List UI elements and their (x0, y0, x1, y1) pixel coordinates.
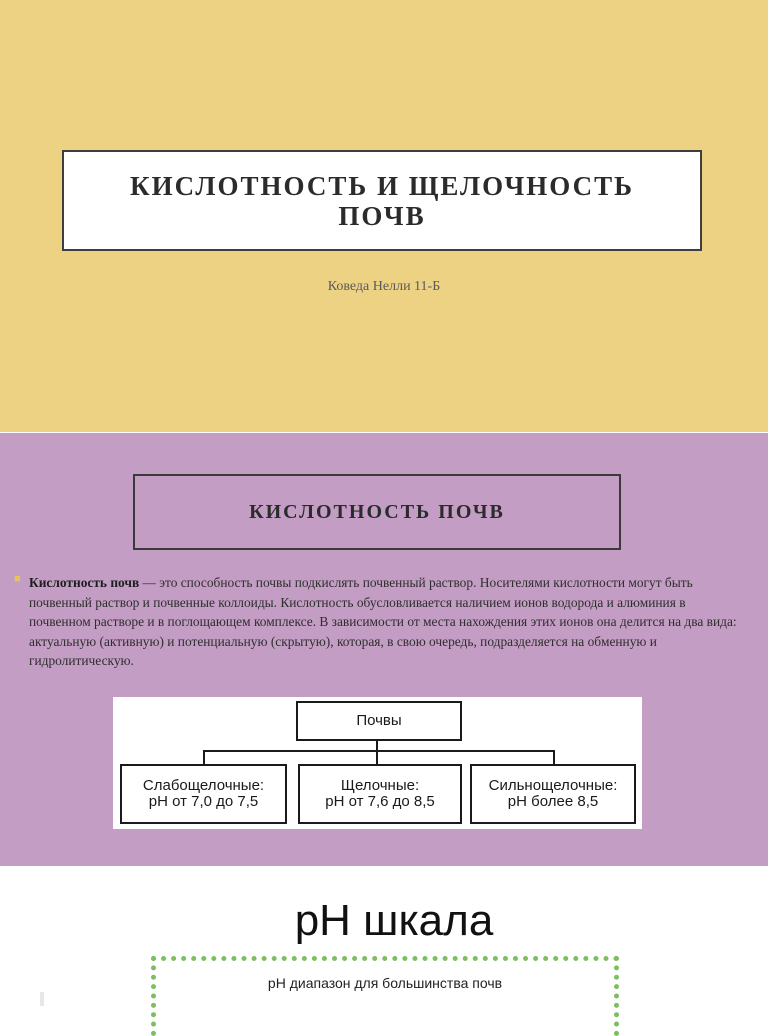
definition-text: — это способность почвы подкислять почвенный раствор. Носителями кислотности могут быть почвенный раствор и почвенные коллоиды. Кислотность обусловливается наличием ионов водорода и алюминия в почвенном растворе и в поглощающем комплексе. В зависимости от места нахождения этих ионов она делится на два вида: актуальную (активную) и потенциальную (скрытую), которая, в свою очередь, подразделяется на обменную и гидролитическую. (29, 575, 737, 668)
connector-horizontal (203, 750, 553, 752)
diagram-child-name: Слабощелочные: (142, 777, 265, 794)
diagram-child-name: Щелочные: (340, 777, 420, 794)
diagram-root-label: Почвы (356, 712, 402, 729)
diagram-child-range: рН от 7,6 до 8,5 (325, 793, 435, 810)
acidity-slide (0, 433, 768, 866)
diagram-child-range: рН от 7,0 до 7,5 (148, 793, 259, 810)
title-box (62, 150, 702, 251)
soil-classification-diagram (113, 697, 642, 829)
ph-scale-slide (0, 866, 768, 1024)
connector-middle (376, 750, 378, 765)
scale-edge-mark (40, 992, 44, 1006)
definition-paragraph (29, 573, 745, 671)
ph-scale-title: pH шкала (294, 896, 494, 945)
diagram-child-name: Сильнощелочные: (488, 777, 618, 794)
heading-box (133, 474, 621, 550)
title-slide (0, 0, 768, 432)
soil-ph-range-box (151, 956, 619, 1036)
bullet-icon: ■ (14, 573, 21, 585)
connector-left (203, 750, 205, 765)
diagram-child-box (120, 764, 287, 824)
slide-title: КИСЛОТНОСТЬ И ЩЕЛОЧНОСТЬ ПОЧВ (130, 170, 634, 231)
diagram-child-range: рН более 8,5 (507, 793, 599, 810)
definition-term: Кислотность почв (29, 575, 140, 590)
soil-ph-range-label: pH диапазон для большинства почв (267, 975, 503, 991)
slide-heading: КИСЛОТНОСТЬ ПОЧВ (249, 500, 505, 523)
diagram-child-box (298, 764, 462, 824)
author-subtitle: Коведа Нелли 11-Б (327, 279, 441, 294)
diagram-root-box (296, 701, 462, 741)
diagram-child-box (470, 764, 636, 824)
connector-right (553, 750, 555, 765)
